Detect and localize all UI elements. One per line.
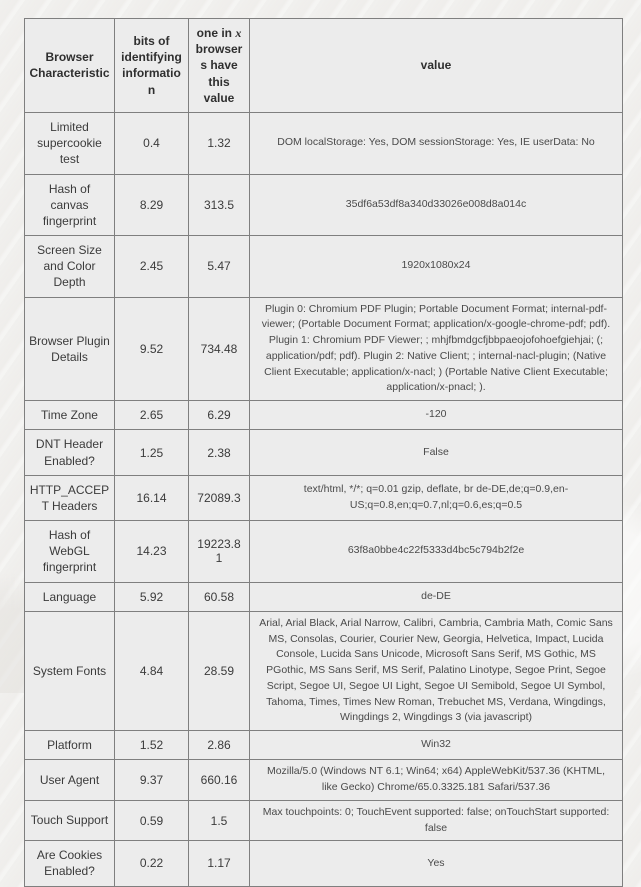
characteristic-cell: Browser Plugin Details — [25, 297, 115, 401]
value-cell: -120 — [250, 401, 623, 430]
one_in_x-cell: 19223.81 — [189, 521, 250, 583]
one_in_x-cell: 2.38 — [189, 430, 250, 475]
col-header-value: value — [250, 19, 623, 113]
table-row — [25, 800, 623, 841]
bits-cell: 9.52 — [115, 297, 189, 401]
one_in_x-cell: 1.17 — [189, 841, 250, 886]
characteristic-cell: HTTP_ACCEPT Headers — [25, 475, 115, 520]
one_in_x-cell: 5.47 — [189, 236, 250, 298]
characteristic-cell: Are Cookies Enabled? — [25, 841, 115, 886]
table-row — [25, 236, 623, 298]
bits-cell: 0.59 — [115, 800, 189, 841]
bits-cell: 2.65 — [115, 401, 189, 430]
one_in_x-cell: 2.86 — [189, 731, 250, 760]
fingerprint-table — [24, 18, 623, 887]
characteristic-cell: Language — [25, 582, 115, 611]
fingerprint-results-container — [24, 18, 622, 887]
value-cell: 35df6a53df8a340d33026e008d8a014c — [250, 174, 623, 236]
bits-cell: 0.4 — [115, 112, 189, 174]
bits-cell: 2.45 — [115, 236, 189, 298]
value-cell: 63f8a0bbe4c22f5333d4bc5c794b2f2e — [250, 521, 623, 583]
bits-cell: 5.92 — [115, 582, 189, 611]
value-cell: False — [250, 430, 623, 475]
table-row — [25, 841, 623, 886]
table-row — [25, 174, 623, 236]
characteristic-cell: Screen Size and Color Depth — [25, 236, 115, 298]
bits-cell: 1.25 — [115, 430, 189, 475]
one_in_x-cell: 60.58 — [189, 582, 250, 611]
value-cell: Plugin 0: Chromium PDF Plugin; Portable Document Format; internal-pdf-viewer; (Portable Document Format; application/x-google-chrome-pdf; pdf). Plugin 1: Chromium PDF Viewer; ; mhjfbmdgcfjbbpaeojofohoefgiehjai; (; application/pdf; pdf). Plugin 2: Native Client; ; internal-nacl-plugin; (Native Client Executable; application/x-nacl; ) (Portable Native Client Executable; application/x-pnacl; ). — [250, 297, 623, 401]
table-row — [25, 112, 623, 174]
characteristic-cell: DNT Header Enabled? — [25, 430, 115, 475]
bits-cell: 1.52 — [115, 731, 189, 760]
one_in_x-cell: 734.48 — [189, 297, 250, 401]
bits-cell: 9.37 — [115, 760, 189, 801]
one_in_x-cell: 660.16 — [189, 760, 250, 801]
table-row — [25, 401, 623, 430]
header-row — [25, 19, 623, 113]
bits-cell: 8.29 — [115, 174, 189, 236]
col-header-one-in-x-browsers — [189, 19, 250, 113]
value-cell: DOM localStorage: Yes, DOM sessionStorage: Yes, IE userData: No — [250, 112, 623, 174]
one_in_x-cell: 6.29 — [189, 401, 250, 430]
table-row — [25, 475, 623, 520]
value-cell: text/html, */*; q=0.01 gzip, deflate, br de-DE,de;q=0.9,en-US;q=0.8,en;q=0.7,nl;q=0.6,es;q=0.5 — [250, 475, 623, 520]
characteristic-cell: System Fonts — [25, 611, 115, 730]
x-variable: x — [235, 26, 242, 40]
value-cell: 1920x1080x24 — [250, 236, 623, 298]
one_in_x-cell: 1.5 — [189, 800, 250, 841]
value-cell: de-DE — [250, 582, 623, 611]
value-cell: Yes — [250, 841, 623, 886]
characteristic-cell: Platform — [25, 731, 115, 760]
bits-cell: 4.84 — [115, 611, 189, 730]
one_in_x-cell: 313.5 — [189, 174, 250, 236]
characteristic-cell: Time Zone — [25, 401, 115, 430]
table-row — [25, 611, 623, 730]
table-row — [25, 760, 623, 801]
bits-cell: 0.22 — [115, 841, 189, 886]
col-header-bits-of-identifying-information: bits of identifying information — [115, 19, 189, 113]
table-row — [25, 430, 623, 475]
characteristic-cell: Limited supercookie test — [25, 112, 115, 174]
one_in_x-cell: 1.32 — [189, 112, 250, 174]
col-header-browser-characteristic: Browser Characteristic — [25, 19, 115, 113]
one_in_x-cell: 28.59 — [189, 611, 250, 730]
value-cell: Mozilla/5.0 (Windows NT 6.1; Win64; x64) AppleWebKit/537.36 (KHTML, like Gecko) Chrome/65.0.3325.181 Safari/537.36 — [250, 760, 623, 801]
bits-cell: 14.23 — [115, 521, 189, 583]
table-row — [25, 297, 623, 401]
table-row — [25, 521, 623, 583]
one_in_x-cell: 72089.3 — [189, 475, 250, 520]
value-cell: Arial, Arial Black, Arial Narrow, Calibri, Cambria, Cambria Math, Comic Sans MS, Consolas, Courier, Courier New, Georgia, Helvetica, Impact, Lucida Console, Lucida Sans Unicode, Microsoft Sans Serif, MS Gothic, MS PGothic, MS Sans Serif, MS Serif, Palatino Linotype, Segoe Print, Segoe Script, Segoe UI, Segoe UI Light, Segoe UI Semibold, Segoe UI Symbol, Tahoma, Times, Times New Roman, Trebuchet MS, Verdana, Wingdings, Wingdings 2, Wingdings 3 (via javascript) — [250, 611, 623, 730]
characteristic-cell: Hash of canvas fingerprint — [25, 174, 115, 236]
table-row — [25, 731, 623, 760]
characteristic-cell: Touch Support — [25, 800, 115, 841]
one-in-x-suffix: browsers have this value — [195, 42, 243, 105]
characteristic-cell: Hash of WebGL fingerprint — [25, 521, 115, 583]
table-row — [25, 582, 623, 611]
bits-cell: 16.14 — [115, 475, 189, 520]
value-cell: Max touchpoints: 0; TouchEvent supported: false; onTouchStart supported: false — [250, 800, 623, 841]
characteristic-cell: User Agent — [25, 760, 115, 801]
one-in-x-prefix: one in — [196, 26, 236, 40]
value-cell: Win32 — [250, 731, 623, 760]
